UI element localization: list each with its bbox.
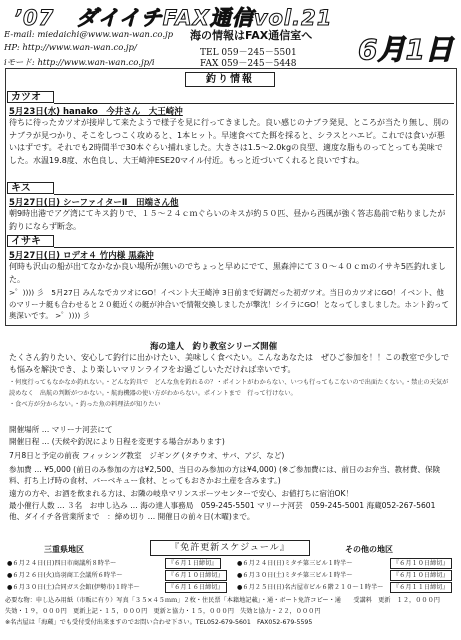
deadline-badge: 『６月１０日締切』 bbox=[390, 570, 452, 581]
report-title-kisu: 5月27日(日) シーファイターⅡ 田端さん他 bbox=[9, 198, 179, 208]
schedule-left: ●６月３０日(土)合同ガス会館(伊勢市)１時半～ bbox=[7, 584, 140, 591]
contact-homepage[interactable]: HP: http://www.wan-wan.co.jp/ bbox=[4, 43, 137, 53]
species-heading-kisu: キス bbox=[7, 182, 54, 194]
schedule-right: ●６月２４日(日)ミタチ第三ビル１時半～ bbox=[237, 560, 353, 567]
divider bbox=[54, 103, 454, 104]
newsletter-title: ’07 ダイイチFAX通信vol.21 bbox=[14, 6, 333, 30]
school-lodging-note: 遠方の方や、お酒を飲まれる方は、お隣の岐阜マリンスポーツセンターで安心、お値打ちに宿泊OK！ bbox=[9, 489, 354, 498]
deadline-badge: 『６月１０日締切』 bbox=[165, 570, 227, 581]
report-text-kisu: 朝9時出港でアグ湾にてキス釣りで、１５～２４ｃｍぐらいのキスが約５０匹、昼から西風が強く答志島前で粘りましたが釣りにならず断念。 bbox=[9, 209, 446, 231]
deadline-badge: 『６月１０日締切』 bbox=[390, 558, 452, 569]
license-schedule-title: 『免許更新スケジュール』 bbox=[150, 540, 310, 556]
report-text-isaki: 何時も沢山の船が出てなかなか良い場所が無いのでちょっと早めにでて、黒森沖にて３０～４０ｃｍのイサキ5匹釣れました。 bbox=[9, 262, 446, 284]
schedule-left: ●６月２６日(火)鳥羽商工会議所６時半～ bbox=[7, 572, 123, 579]
event-comment: >゜)))) 彡 5月27日 みんなでカツオにGO！イベント大王崎沖 3日前まで好調だった初ガツオ。当日のカツオにGO！イベント、他のマリーナ艇も合わせると２０艇近くの艇が沖合いで情報交換しましたが撃沈！シイラにGO！となってしましました。ホント釣って奥深いです。 >゜)))) 彡 bbox=[9, 288, 449, 321]
schedule-right: ●６月３０日(土)ミタチ第三ビル１時半～ bbox=[237, 572, 353, 579]
tel-number: TEL 059－245－5501 bbox=[200, 48, 297, 58]
contact-email[interactable]: E-mail: miedaichi@www.wan-wan.co.jp bbox=[4, 30, 174, 40]
fax-number: FAX 059－245－5448 bbox=[200, 59, 297, 69]
fishing-section-title: 釣り情報 bbox=[185, 72, 275, 87]
school-concerns-1: ・何度行ってもなかなか釣れない。・どんな釣具で どんな魚を釣れるの？・ポイントがわからない、いつも行ってもこないので出面たくない。・禁止の天気が読めなく 出航の判断がつかない。・航海機器の使い方がわからない。ポイントまで 行って行けない。 bbox=[9, 378, 449, 397]
license-notes-3: ※名古屋は「海蔵」でも受付受付出来ますのでお問い合わせ下さい。TEL052-679-5601 FAX052-679-5595 bbox=[5, 619, 313, 626]
report-title-katsuo: 5月23日(水) hanako 今井さん 大王崎沖 bbox=[9, 107, 183, 117]
schedule-row bbox=[5, 570, 455, 581]
school-intro: たくさん釣りたい、安心して釣行に出かけたい、美味しく食べたい。こんなあなたは ぜひご参加を！！この教室で少しでも悩みを解決でき、より楽しいマリンライフをお過ごしいただければ幸いです。 bbox=[9, 353, 449, 375]
headline: 海の情報はFAX通信室へ bbox=[190, 29, 313, 42]
license-notes-1: 必要な物：申し込み用紙（市販に有り）写真「３５×４５ｍｍ」２枚・住民票「本籍地記載」・通・ボート免許コピー・通 受講料 更新 １２，０００円 bbox=[5, 597, 440, 604]
contact-imode[interactable]: iモード: http://www.wan-wan.co.jp/i bbox=[4, 58, 155, 68]
license-notes-2: 失効・１９，０００円 更新上記・１５，０００円 更新と協力・１５，０００円 失効と協力・２２，０００円 bbox=[5, 608, 321, 615]
issue-date: 6月1日 bbox=[358, 33, 453, 66]
deadline-badge: 『６月１６日締切』 bbox=[165, 582, 227, 593]
school-capacity-apply: 最小催行人数 … ３名 お申し込み … 海の達人事務局 059-245-5501 マリーナ河芸 059-245-5001 海蔵052-267-5601 他、ダイイチ各営業所まで ：締め切り … 開催日の前々日(木曜)まで。 bbox=[9, 501, 436, 521]
schedule-right: ●６月２５日(日)名古屋市ビル６階２１０～１時半～ bbox=[237, 584, 384, 591]
mie-area-heading: 三重県地区 bbox=[44, 545, 84, 554]
school-fee: 参加費 … ¥5,000 (前日のみ参加の方は¥2,500、当日のみ参加の方は¥4,000) (※ご参加費には、前日のお弁当、教材費、保険料、打ち上げ時の食材、バーベキュー食材、とってもおさかお土産を含みます。) bbox=[9, 465, 441, 485]
school-venue: 開催場所 … マリーナ河芸にて bbox=[9, 425, 113, 434]
school-title: 海の達人 釣り教室シリーズ開催 bbox=[150, 342, 278, 352]
school-schedule: 開催日程 … (天候や釣況により日程を変更する場合があります) bbox=[9, 437, 225, 446]
report-title-isaki: 5月27日(日) ロデオ４ 竹内様 黒森沖 bbox=[9, 251, 154, 261]
school-event: 7月8日と予定の前夜 フィッシング教室 ジギング (タチウオ、サバ、アジ、など) bbox=[9, 451, 285, 460]
divider bbox=[54, 194, 454, 195]
report-text-katsuo: 待ちに待ったカツオが接岸して来たようで様子を見に行ってきました。良い感じのナブラ発見、ところが当たり無し、別のナブラが見つかり、そこをしつこく攻めると、1本ヒット。早速食べてた餌を採ると、シラスとハエビ。これでは食いが悪いはずです。それでも2時間半で30本ぐらい捕れました。大きさは1.5～2.0kgの良型、適度な脂ものってとっても美味でした。水温19.8度、水色良し、大王崎沖ESE20マイル付近。もっと近づいてくれると良いですね。 bbox=[9, 118, 449, 165]
deadline-badge: 『６月１１日締切』 bbox=[390, 582, 452, 593]
schedule-row bbox=[5, 558, 455, 569]
school-body bbox=[9, 352, 449, 410]
schedule-row bbox=[5, 582, 455, 593]
deadline-badge: 『６月１日締切』 bbox=[165, 558, 221, 569]
other-area-heading: その他の地区 bbox=[345, 545, 393, 554]
species-heading-katsuo: カツオ bbox=[7, 91, 54, 103]
divider bbox=[54, 247, 454, 248]
schedule-left: ●６月２４日(日)四日市商議所８時半～ bbox=[7, 560, 117, 567]
species-heading-isaki: イサキ bbox=[7, 235, 54, 247]
school-concerns-2: ・食べ方が分からない。・釣った魚の料理法が知りたい bbox=[9, 400, 161, 408]
